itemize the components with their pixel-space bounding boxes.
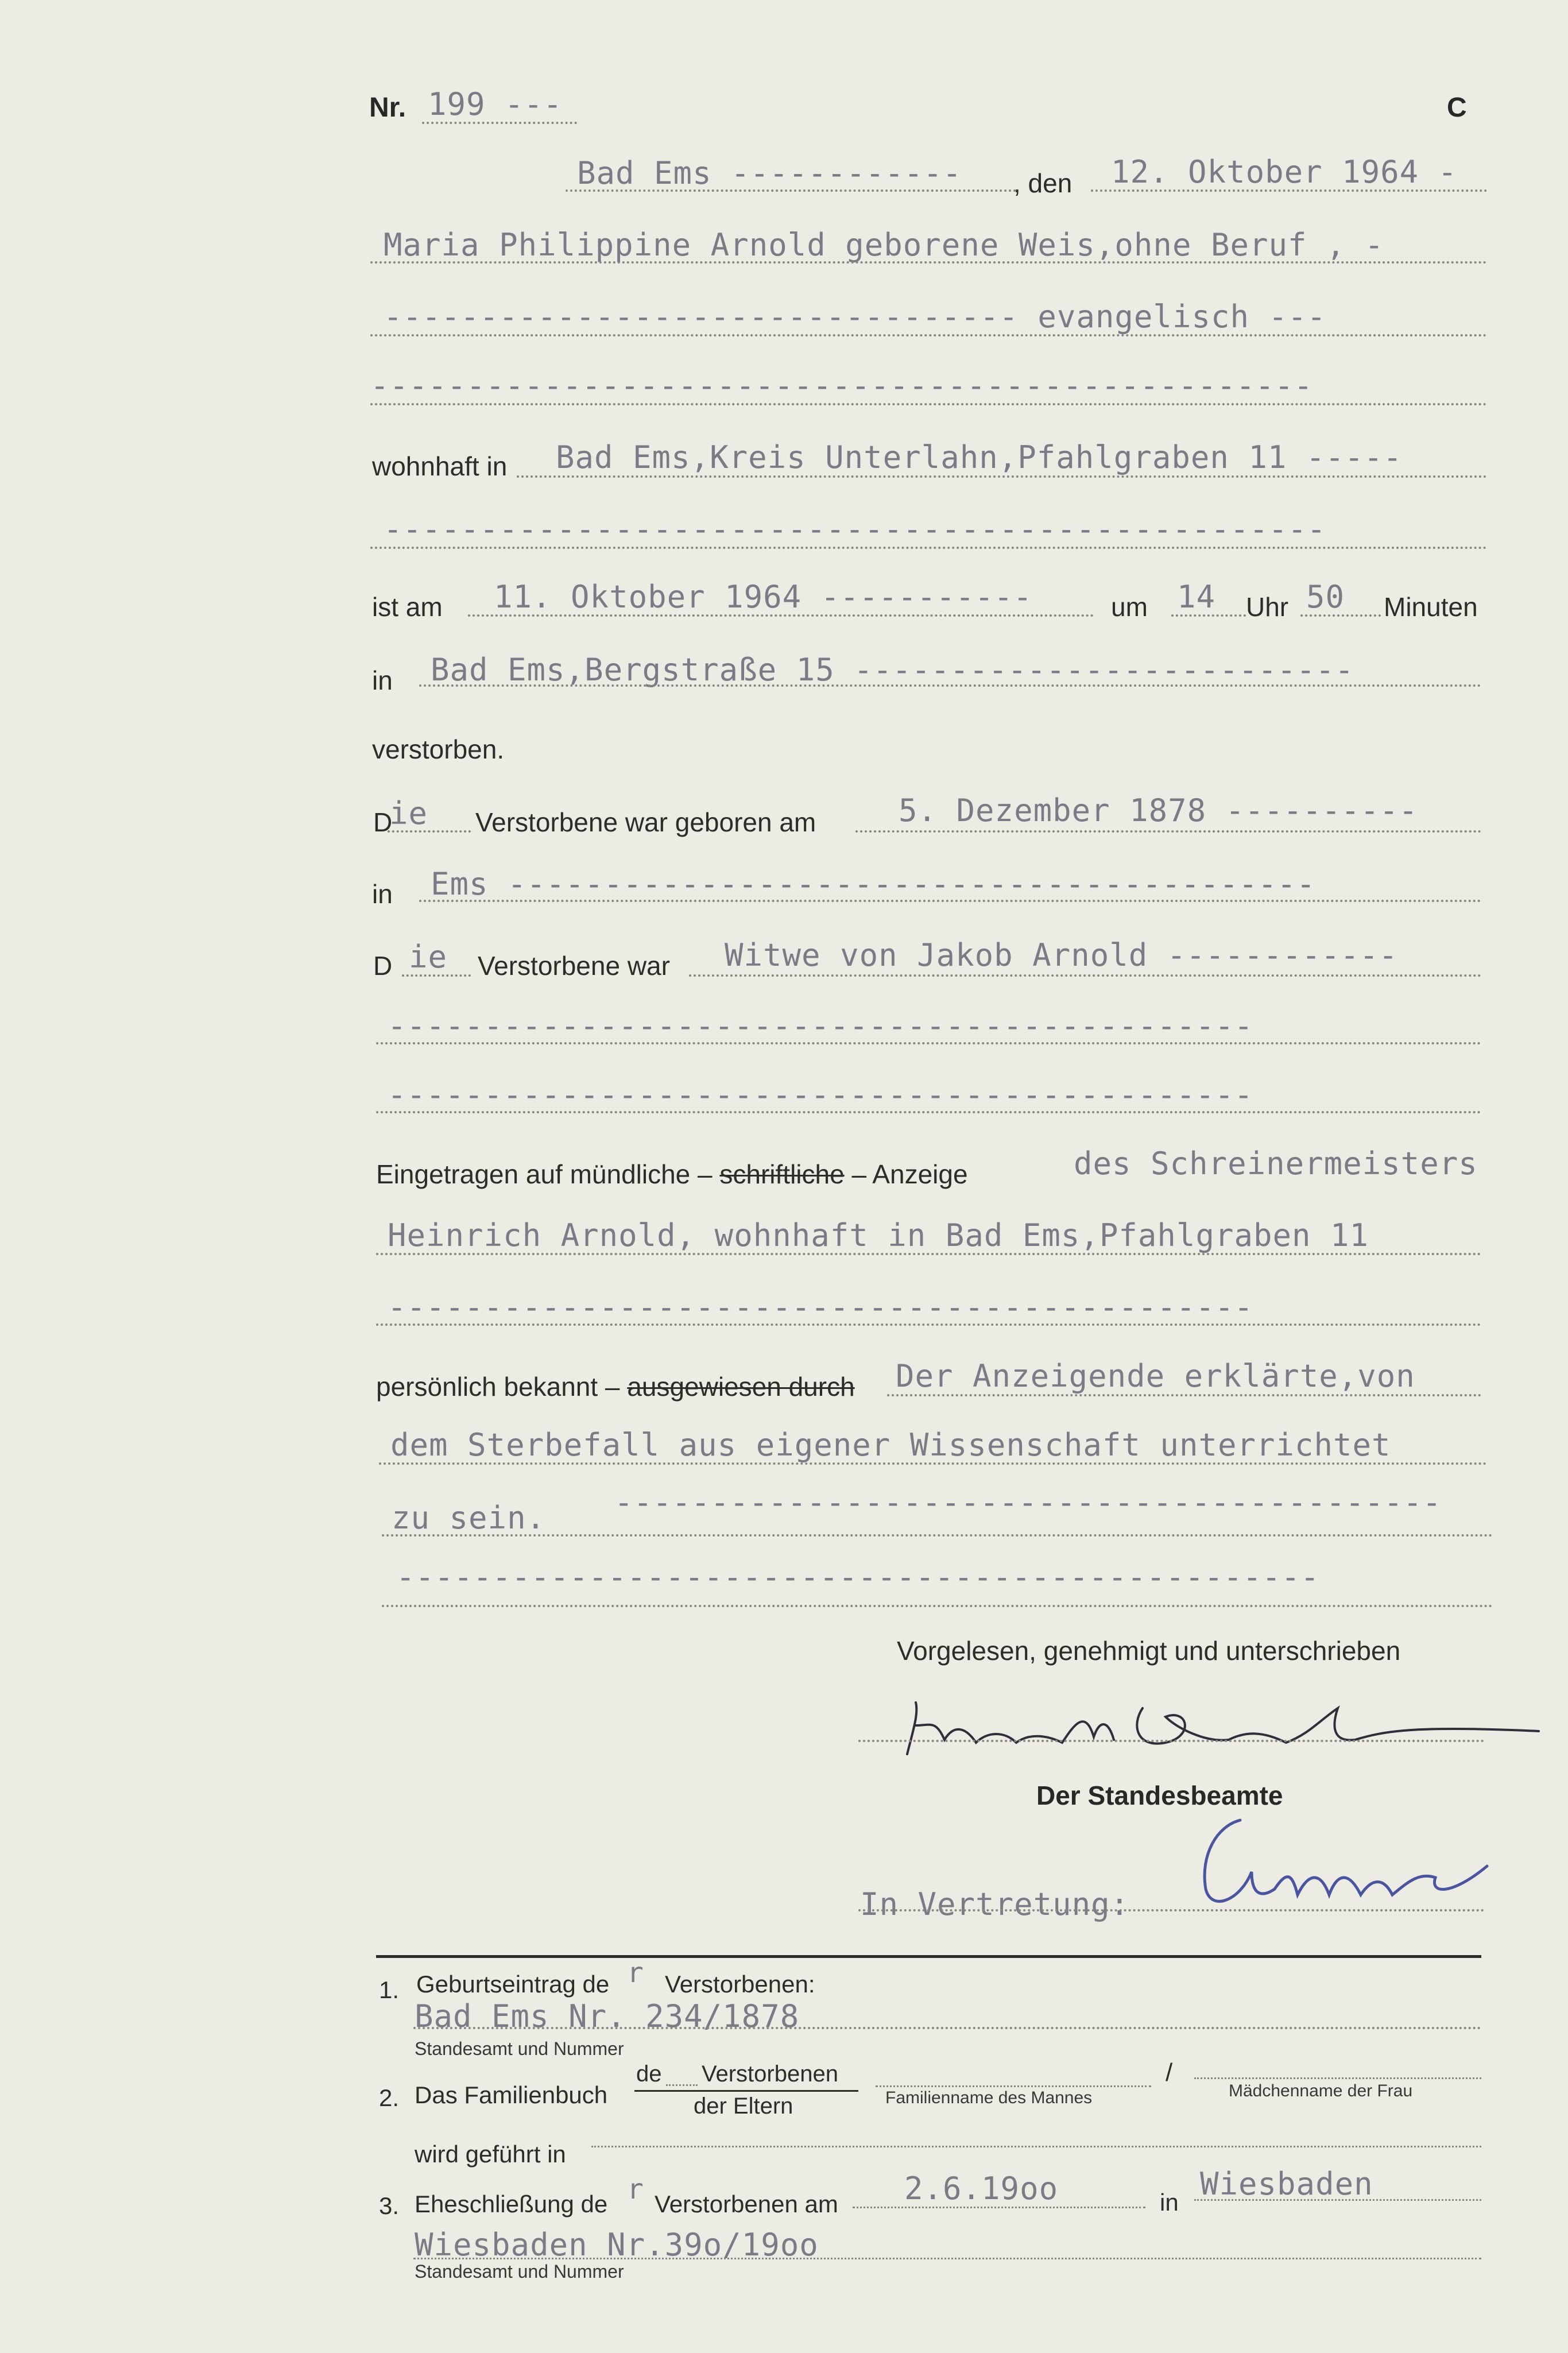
identity-value-3b: ------------------------------------------- [614, 1484, 1442, 1520]
status-d-dotline [402, 974, 471, 977]
identity-value-3a: zu sein. [392, 1500, 546, 1536]
identity-dotline-3 [382, 1534, 1493, 1537]
identity-dotline-1 [887, 1394, 1481, 1396]
status-d-suffix: ie [409, 939, 448, 975]
ist-am-label: ist am [372, 592, 443, 622]
item3-sup: r [627, 2173, 644, 2205]
form-letter: C [1447, 92, 1467, 123]
person-line-3: ------------------------------------------------- [370, 367, 1314, 404]
item2-number: 2. [379, 2084, 400, 2111]
person-dotline-3 [370, 403, 1487, 405]
item3-label-a: Eheschließung de [415, 2191, 608, 2217]
minutes-value: 50 [1306, 579, 1345, 615]
item1-number: 1. [379, 1976, 400, 2003]
item3-label-b: Verstorbenen am [655, 2191, 838, 2217]
item1-value: Bad Ems Nr. 234/1878 [415, 1998, 800, 2034]
residence-label: wohnhaft in [372, 451, 508, 481]
birth-label: Verstorbene war geboren am [475, 807, 816, 837]
status-line-3: --------------------------------------------- [388, 1077, 1253, 1113]
registration-value-2: Heinrich Arnold, wohnhaft in Bad Ems,Pfahlgraben 11 [388, 1217, 1369, 1253]
informant-signature-dotline [858, 1740, 1484, 1742]
item2-slash: / [1166, 2058, 1173, 2087]
birth-place-value: Ems ------------------------------------------ [431, 866, 1316, 902]
status-line-2: --------------------------------------------- [388, 1008, 1253, 1044]
deputy-label: In Vertretung: [860, 1886, 1130, 1922]
status-d-prefix: D [373, 951, 393, 981]
status-dotline-1 [689, 974, 1481, 977]
person-dotline-1 [370, 261, 1487, 264]
birth-d-prefix: D [373, 807, 393, 837]
death-place-dotline [419, 684, 1481, 687]
status-value: Witwe von Jakob Arnold ------------ [725, 937, 1398, 973]
minutes-dotline [1300, 614, 1381, 617]
item2-caption-mann: Familienname des Mannes [885, 2088, 1093, 2107]
birth-in-label: in [372, 879, 393, 909]
read-approved-text: Vorgelesen, genehmigt und unterschrieben [897, 1636, 1401, 1666]
person-line-2: --------------------------------- evangelisch --- [384, 299, 1327, 335]
death-date-dotline [468, 614, 1094, 617]
nr-label: Nr. [369, 92, 406, 123]
identity-dotline-4 [382, 1605, 1493, 1607]
registration-dotline-3 [376, 1323, 1481, 1326]
item3-place: Wiesbaden [1200, 2166, 1373, 2202]
residence-line-2: ------------------------------------------------- [384, 511, 1327, 547]
footer-rule [376, 1955, 1481, 1958]
registration-value-1: des Schreinermeisters [1074, 1145, 1478, 1182]
death-date-value: 11. Oktober 1964 ----------- [494, 579, 1033, 615]
item3-place-dotline [1194, 2199, 1481, 2201]
item2-wird-dotline [591, 2146, 1481, 2147]
nr-value: 199 --- [428, 86, 563, 122]
item2-verstorbenen: Verstorbenen [702, 2061, 838, 2087]
item2-label: Das Familienbuch [415, 2081, 608, 2108]
item2-frau-dotline [1194, 2077, 1481, 2079]
official-title: Der Standesbeamte [1036, 1781, 1283, 1810]
item2-caption-frau: Mädchenname der Frau [1229, 2081, 1413, 2100]
birth-d-dotline [388, 830, 471, 833]
registration-label-b: – Anzeige [851, 1159, 968, 1189]
date-value: 12. Oktober 1964 - [1111, 154, 1458, 190]
item3-date: 2.6.19oo [904, 2170, 1059, 2207]
item3-value-dotline [413, 2258, 1481, 2259]
item2-mann-dotline [876, 2085, 1151, 2087]
person-dotline-2 [370, 334, 1487, 336]
item3-caption: Standesamt und Nummer [415, 2261, 624, 2282]
birth-date-dotline [855, 830, 1481, 833]
place-value: Bad Ems ------------ [577, 155, 962, 191]
registration-value-3: --------------------------------------------- [388, 1289, 1253, 1325]
item2-eltern: der Eltern [694, 2093, 793, 2119]
residence-dotline-2 [370, 547, 1487, 549]
identity-label [376, 1371, 855, 1402]
item2-de: de [636, 2061, 662, 2087]
uhr-label: Uhr [1246, 592, 1289, 622]
registration-label [376, 1159, 968, 1190]
birth-date-value: 5. Dezember 1878 ---------- [899, 792, 1418, 829]
death-in-label: in [372, 665, 393, 695]
item1-label-a: Geburtseintrag de [416, 1971, 610, 1998]
registration-dotline-2 [376, 1253, 1481, 1255]
status-label: Verstorbene war [478, 951, 670, 981]
verstorben-label: verstorben. [372, 734, 505, 764]
place-dotline [566, 189, 1016, 192]
item2-fraction-line [634, 2090, 858, 2092]
item1-sup: r [627, 1957, 644, 1989]
item3-value: Wiesbaden Nr.39o/19oo [415, 2227, 819, 2263]
item3-number: 3. [379, 2192, 400, 2219]
official-signature [1166, 1803, 1499, 1924]
item3-in: in [1160, 2189, 1179, 2216]
item2-wird-label: wird geführt in [415, 2141, 566, 2168]
item1-dotline [413, 2027, 1481, 2029]
item1-caption: Standesamt und Nummer [415, 2038, 624, 2059]
person-line-1: Maria Philippine Arnold geborene Weis,ohne Beruf , - [384, 227, 1384, 263]
den-label: , den [1013, 168, 1073, 198]
registration-label-struck: schriftliche [719, 1159, 845, 1189]
birth-place-dotline [419, 900, 1481, 902]
residence-line-1: Bad Ems,Kreis Unterlahn,Pfahlgraben 11 ----- [556, 439, 1403, 475]
status-dotline-3 [376, 1111, 1481, 1113]
identity-value-1: Der Anzeigende erklärte,von [896, 1358, 1415, 1394]
minuten-label: Minuten [1384, 592, 1478, 622]
official-signature-dotline [858, 1909, 1484, 1911]
identity-value-2: dem Sterbefall aus eigener Wissenschaft unterrichtet [390, 1427, 1391, 1463]
informant-signature [896, 1685, 1550, 1766]
date-dotline [1091, 189, 1487, 192]
identity-value-4: ------------------------------------------------ [396, 1559, 1320, 1595]
nr-dotline [422, 122, 577, 124]
identity-dotline-2 [379, 1462, 1487, 1465]
registration-label-a: Eingetragen auf mündliche – [376, 1159, 713, 1189]
hour-dotline [1171, 614, 1246, 617]
birth-d-suffix: ie [389, 795, 428, 831]
residence-dotline-1 [517, 475, 1487, 478]
item3-date-dotline [853, 2207, 1145, 2208]
death-place-value: Bad Ems,Bergstraße 15 -------------------------- [431, 652, 1354, 688]
identity-label-a: persönlich bekannt – [376, 1372, 620, 1402]
status-dotline-2 [376, 1042, 1481, 1044]
um-label: um [1111, 592, 1148, 622]
item1-label-b: Verstorbenen: [665, 1971, 815, 1998]
identity-label-struck: ausgewiesen durch [627, 1372, 855, 1402]
hour-value: 14 [1177, 579, 1216, 615]
item2-de-dotline [666, 2084, 698, 2086]
